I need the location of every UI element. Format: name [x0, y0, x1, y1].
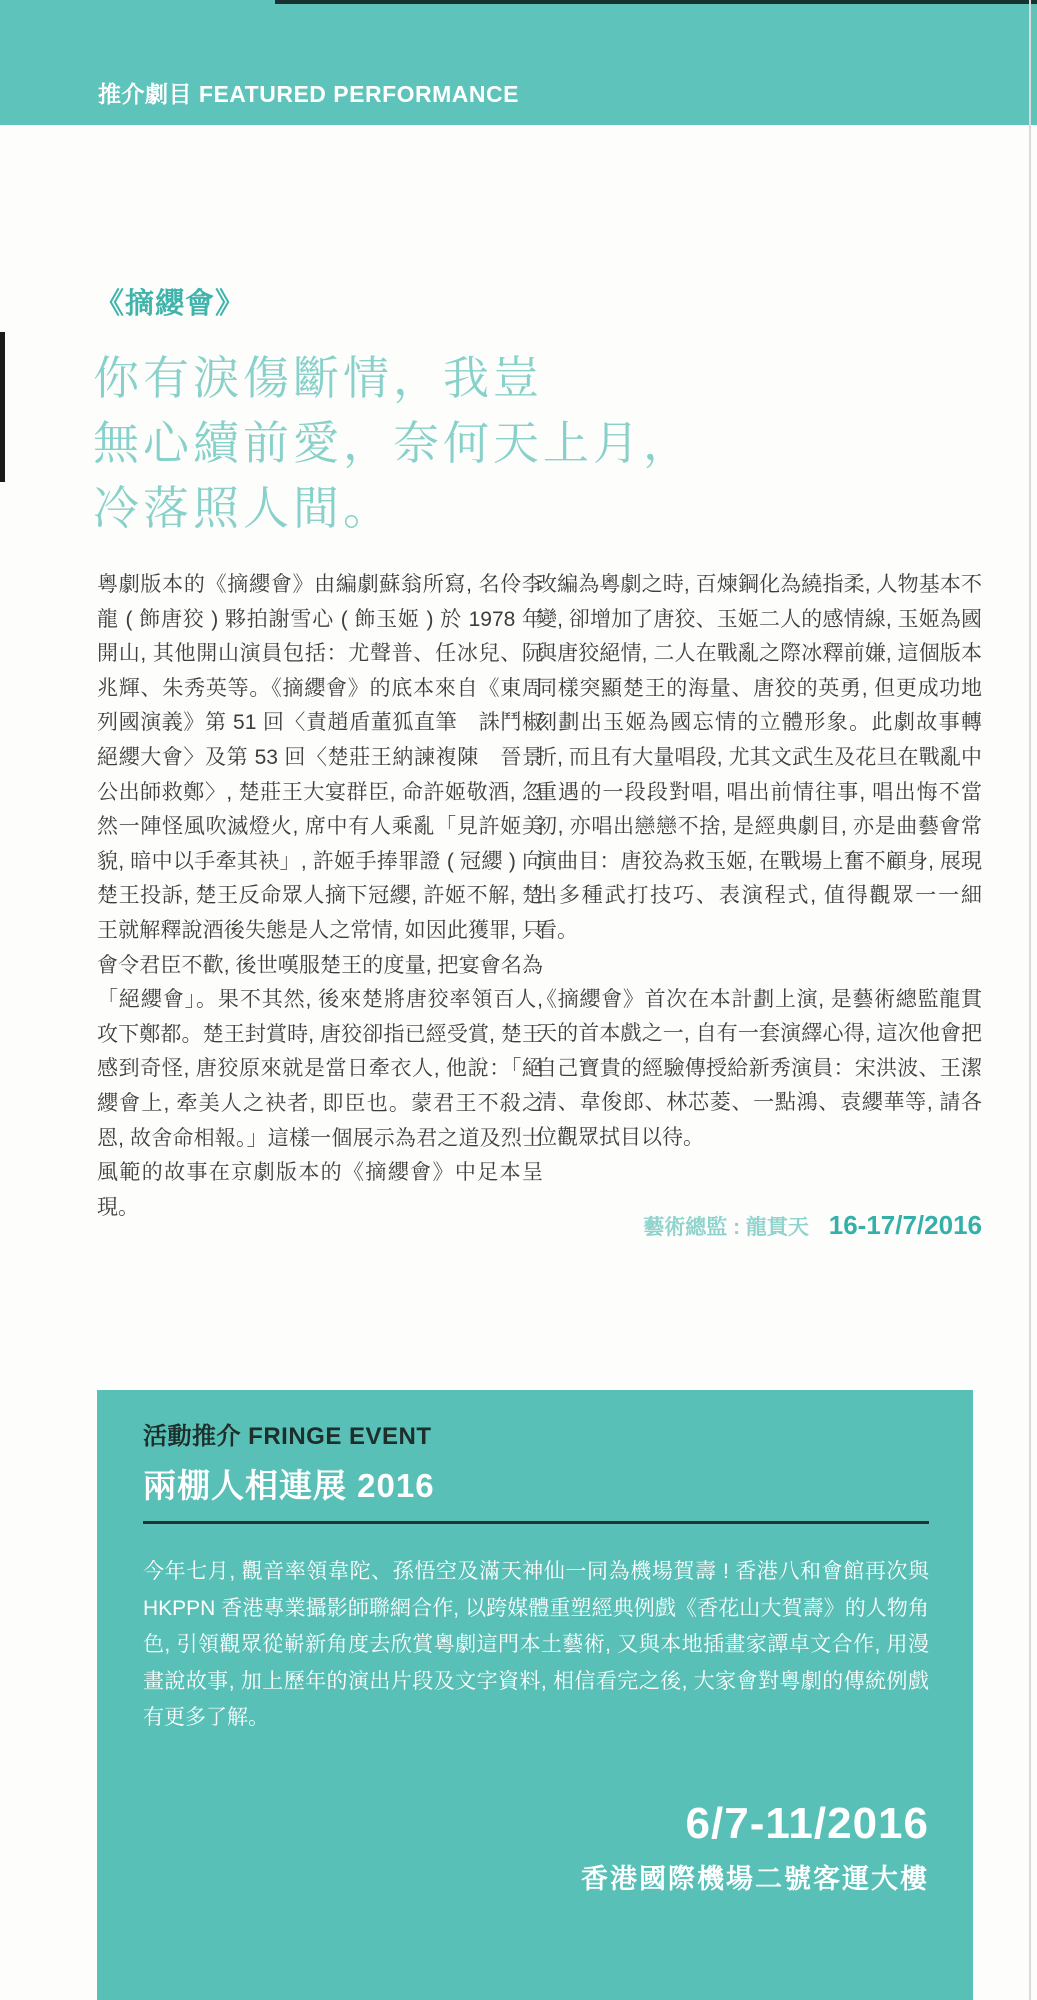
artistic-director-label: 藝術總監 : 龍貫天: [643, 1215, 809, 1239]
adaptation-paragraph: 改編為粵劇之時, 百煉鋼化為繞指柔, 人物基本不變, 卻增加了唐狡、玉姬二人的感情線, 玉姬為國與唐狡絕情, 二人在戰亂之際冰釋前嫌, 這個版本同樣突顯楚王的海量、唐狡的英勇, 但更成功地刻劃出玉姬為國忘情的立體形象。此劇故事轉折, 而且有大量唱段, 尤其文武生及花旦在戰亂中重遇的一段段對唱, 唱出前情往事, 唱出悔不當初, 亦唱出戀戀不捨, 是經典劇目, 亦是曲藝會常演曲目：唐狡為救玉姬, 在戰場上奮不顧身, 展現出多種武打技巧、表演程式, 值得觀眾一一細看。: [536, 573, 982, 942]
body-column-left: [97, 568, 543, 1225]
credit-line: [536, 1208, 982, 1246]
section-heading: 推介劇目 FEATURED PERFORMANCE: [98, 81, 519, 107]
scan-artifact-left-mark: [0, 332, 5, 482]
fringe-event-venue: 香港國際機場二號客運大樓: [581, 1863, 929, 1894]
performance-dates: 16-17/7/2016: [828, 1209, 982, 1240]
poem-line-1: 你有淚傷斷情，我豈: [93, 352, 543, 404]
fringe-event-heading: 活動推介 FRINGE EVENT: [143, 1423, 432, 1450]
poem-line-2: 無心續前愛，奈何天上月，: [93, 417, 693, 469]
fringe-event-box: [97, 1390, 973, 2000]
fringe-event-title: 兩棚人相連展 2016: [143, 1467, 435, 1504]
synopsis-paragraph: 粵劇版本的《摘纓會》由編劇蘇翁所寫, 名伶李龍 ( 飾唐狡 ) 夥拍謝雪心 ( 飾玉姬 ) 於 1978 年開山, 其他開山演員包括：尤聲普、任冰兒、阮兆輝、朱秀英等。《摘纓會》的底本來自《東周列國演義》第 51 回〈責趙盾董狐直筆 誅鬥椒絕纓大會〉及第 53 回〈楚莊王納諫複陳 晉景公出師救鄭〉, 楚莊王大宴群臣, 命許姬敬酒, 忽然一陣怪風吹滅燈火, 席中有人乘亂「見許姬美貌, 暗中以手牽其袂」, 許姬手捧罪證 ( 冠纓 ) 向楚王投訴, 楚王反命眾人摘下冠纓, 許姬不解, 楚王就解釋說酒後失態是人之常情, 如因此獲罪, 只會令君臣不歡, 後世嘆服楚王的度量, 把宴會名為「絕纓會」。果不其然, 後來楚將唐狡率領百人, 攻下鄭都。楚王封賞時, 唐狡卻指已經受賞, 楚王感到奇怪, 唐狡原來就是當日牽衣人, 他說：「絕纓會上, 牽美人之袂者, 即臣也。蒙君王不殺之恩, 故舍命相報。」這樣一個展示為君之道及烈士風範的故事在京劇版本的《摘纓會》中足本呈現。: [97, 573, 543, 1219]
cast-paragraph: 《摘纓會》首次在本計劃上演, 是藝術總監龍貫天的首本戲之一, 自有一套演繹心得, 這次他會把自己寶貴的經驗傳授給新秀演員：宋洪波、王潔清、韋俊郎、林芯菱、一點鴻、袁纓華等, 請各位觀眾拭目以待。: [536, 987, 982, 1149]
scan-artifact-top-edge: [275, 0, 1037, 4]
body-column-right: [536, 568, 982, 1245]
show-title: 《摘纓會》: [95, 288, 246, 320]
poem-quote: [93, 346, 693, 541]
fringe-event-dates: 6/7-11/2016: [685, 1798, 929, 1848]
poem-line-3: 冷落照人間。: [93, 482, 393, 534]
fringe-event-description: 今年七月, 觀音率領韋陀、孫悟空及滿天神仙一同為機場賀壽 ! 香港八和會館再次與 HKPPN 香港專業攝影師聯網合作, 以跨媒體重塑經典例戲《香花山大賀壽》的人物角色, 引領觀眾從嶄新角度去欣賞粵劇這門本土藝術, 又與本地插畫家譚卓文合作, 用漫畫說故事, 加上歷年的演出片段及文字資料, 相信看完之後, 大家會對粵劇的傳統例戲有更多了解。: [143, 1560, 929, 1729]
header-band: [0, 0, 1037, 125]
scan-artifact-right-edge: [1029, 0, 1031, 2000]
divider-rule: [143, 1521, 929, 1524]
